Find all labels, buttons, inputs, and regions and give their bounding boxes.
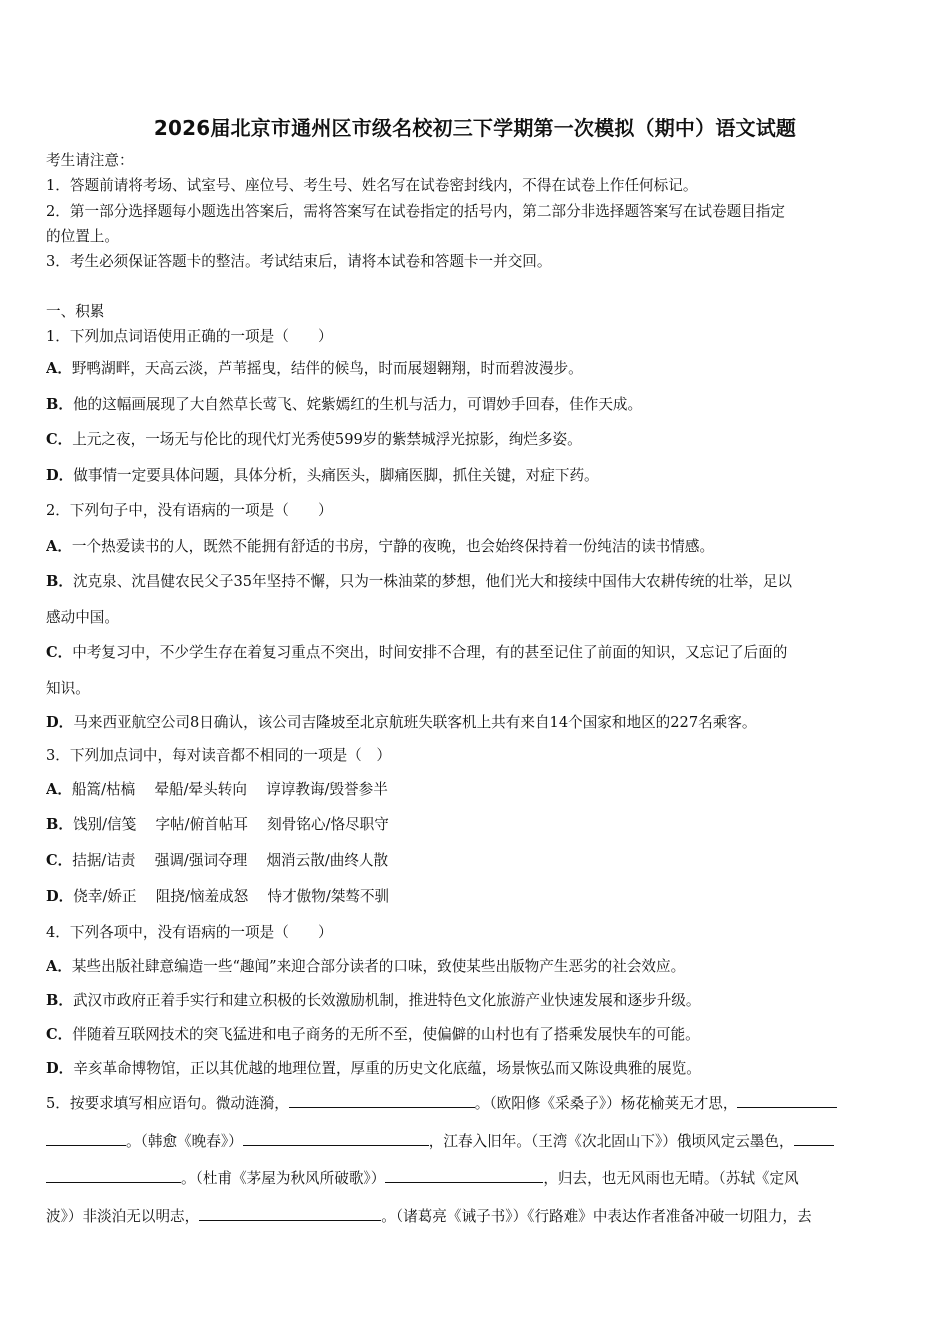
question-4-option-c [46, 1025, 908, 1045]
question-5-line-1 [46, 1093, 908, 1114]
option-letter: B． [46, 816, 73, 833]
option-text: 辛亥革命博物馆，正以其优越的地理位置，厚重的历史文化底蕴，场景恢弘而又陈设典雅的展览。 [73, 1060, 701, 1077]
option-text: 野鸭湖畔，天高云淡，芦苇摇曳，结伴的候鸟，时而展翅翱翔，时而碧波漫步。 [71, 360, 583, 377]
notice-item: 1．答题前请将考场、试室号、座位号、考生号、姓名写在试卷密封线内，不得在试卷上作任何标记。 [46, 177, 698, 194]
question-5-text: 5．按要求填写相应语句。微动涟漪， [46, 1095, 289, 1112]
notice-heading: 考生请注意： [46, 152, 134, 169]
question-5-text: ，江春入旧年。（王湾《次北固山下》）俄顷风定云墨色， [428, 1133, 794, 1150]
question-5-text: 。（韩愈《晚春》） [126, 1133, 243, 1150]
question-2-stem: 2．下列句子中，没有语病的一项是（ ） [46, 502, 333, 519]
question-3-option-b [46, 815, 908, 835]
answer-blank[interactable] [794, 1131, 834, 1146]
answer-blank[interactable] [737, 1093, 837, 1108]
option-text: 饯别/信笺 字帖/俯首帖耳 刻骨铭心/恪尽职守 [72, 816, 389, 833]
option-letter: A． [46, 958, 72, 975]
option-letter: A． [46, 360, 72, 377]
question-3-option-c [46, 851, 908, 871]
answer-blank[interactable] [289, 1093, 475, 1108]
option-letter: D． [46, 714, 74, 731]
option-letter: C． [46, 644, 73, 661]
question-4-option-d [46, 1059, 908, 1079]
notice-item: 2．第一部分选择题每小题选出答案后，需将答案写在试卷指定的括号内，第二部分非选择题答案写在试卷题目指定 [46, 203, 785, 220]
answer-blank[interactable] [243, 1131, 429, 1146]
option-text: 中考复习中，不少学生存在着复习重点不突出，时间安排不合理，有的甚至记住了前面的知识，又忘记了后面的 [72, 644, 788, 661]
option-letter: C． [46, 1026, 73, 1043]
page-title: 2026届北京市通州区市级名校初三下学期第一次模拟（期中）语文试题 [153, 116, 797, 140]
question-5-text: 波》）非淡泊无以明志， [46, 1208, 200, 1225]
question-3-stem: 3．下列加点词中，每对读音都不相同的一项是（ ） [46, 747, 391, 764]
question-1-option-d [46, 466, 908, 486]
answer-blank[interactable] [199, 1206, 381, 1221]
question-5-text: 。（诸葛亮《诫子书》）《行路难》中表达作者准备冲破一切阻力，去 [381, 1208, 812, 1225]
question-5-text: 。（欧阳修《采桑子》）杨花榆荚无才思， [474, 1095, 738, 1112]
option-letter: A． [46, 781, 72, 798]
option-letter: B． [46, 396, 73, 413]
notice-item: 3．考生必须保证答题卡的整洁。考试结束后，请将本试卷和答题卡一并交回。 [46, 253, 552, 270]
option-text: 船篙/枯槁 晕船/晕头转向 谆谆教诲/毁誉参半 [71, 781, 388, 798]
question-5-line-3 [46, 1168, 908, 1189]
question-5-text: 。（杜甫《茅屋为秋风所破歌》） [181, 1170, 386, 1187]
option-text: 一个热爱读书的人，既然不能拥有舒适的书房，宁静的夜晚，也会始终保持着一份纯洁的读书情感。 [71, 538, 715, 555]
question-1-stem: 1．下列加点词语使用正确的一项是（ ） [46, 328, 333, 345]
question-4-stem: 4．下列各项中，没有语病的一项是（ ） [46, 924, 333, 941]
option-letter: C． [46, 431, 73, 448]
answer-blank[interactable] [46, 1168, 181, 1183]
section-heading: 一、积累 [46, 303, 105, 320]
question-5-line-2 [46, 1131, 908, 1152]
question-5-text: ，归去，也无风雨也无晴。（苏轼《定风 [543, 1170, 799, 1187]
option-text: 沈克泉、沈昌健农民父子35年坚持不懈，只为一株油菜的梦想，他们光大和接续中国伟大农耕传统的壮举，足以 [72, 573, 793, 590]
option-text: 伴随着互联网技术的突飞猛进和电子商务的无所不至，使偏僻的山村也有了搭乘发展快车的可能。 [72, 1026, 700, 1043]
question-3-option-a [46, 780, 908, 800]
option-letter: A． [46, 538, 72, 555]
option-text: 马来西亚航空公司8日确认，该公司吉隆坡至北京航班失联客机上共有来自14个国家和地区的227名乘客。 [73, 714, 757, 731]
option-letter: D． [46, 467, 74, 484]
question-2-option-b [46, 572, 908, 592]
option-text: 侥幸/娇正 阻挠/恼羞成怒 恃才傲物/桀骜不驯 [73, 888, 390, 905]
option-text: 某些出版社肆意编造一些“趣闻”来迎合部分读者的口味，致使某些出版物产生恶劣的社会效应。 [71, 958, 686, 975]
option-letter: D． [46, 888, 74, 905]
option-letter: C． [46, 852, 73, 869]
question-5-line-4 [46, 1206, 908, 1227]
question-1-option-c [46, 430, 908, 450]
question-2-option-d [46, 713, 908, 733]
question-4-option-b [46, 991, 908, 1011]
question-1-option-b [46, 395, 908, 415]
notice-item: 的位置上。 [46, 228, 119, 245]
option-text: 上元之夜，一场无与伦比的现代灯光秀使599岁的紫禁城浮光掠影，绚烂多姿。 [72, 431, 582, 448]
question-2-option-a [46, 537, 908, 557]
option-text: 拮据/诘责 强调/强词夺理 烟消云散/曲终人散 [72, 852, 389, 869]
option-letter: D． [46, 1060, 74, 1077]
option-letter: B． [46, 573, 73, 590]
option-letter: B． [46, 992, 73, 1009]
option-text: 做事情一定要具体问题，具体分析，头痛医头，脚痛医脚，抓住关键，对症下药。 [73, 467, 599, 484]
question-2-option-b-cont: 感动中国。 [46, 609, 119, 626]
answer-blank[interactable] [385, 1168, 543, 1183]
question-4-option-a [46, 957, 908, 977]
question-2-option-c-cont: 知识。 [46, 680, 90, 697]
option-text: 他的这幅画展现了大自然草长莺飞、姹紫嫣红的生机与活力，可谓妙手回春，佳作天成。 [72, 396, 643, 413]
question-3-option-d [46, 887, 908, 907]
option-text: 武汉市政府正着手实行和建立积极的长效激励机制，推进特色文化旅游产业快速发展和逐步升级。 [72, 992, 701, 1009]
answer-blank[interactable] [46, 1131, 126, 1146]
question-2-option-c [46, 643, 908, 663]
question-1-option-a [46, 359, 908, 379]
